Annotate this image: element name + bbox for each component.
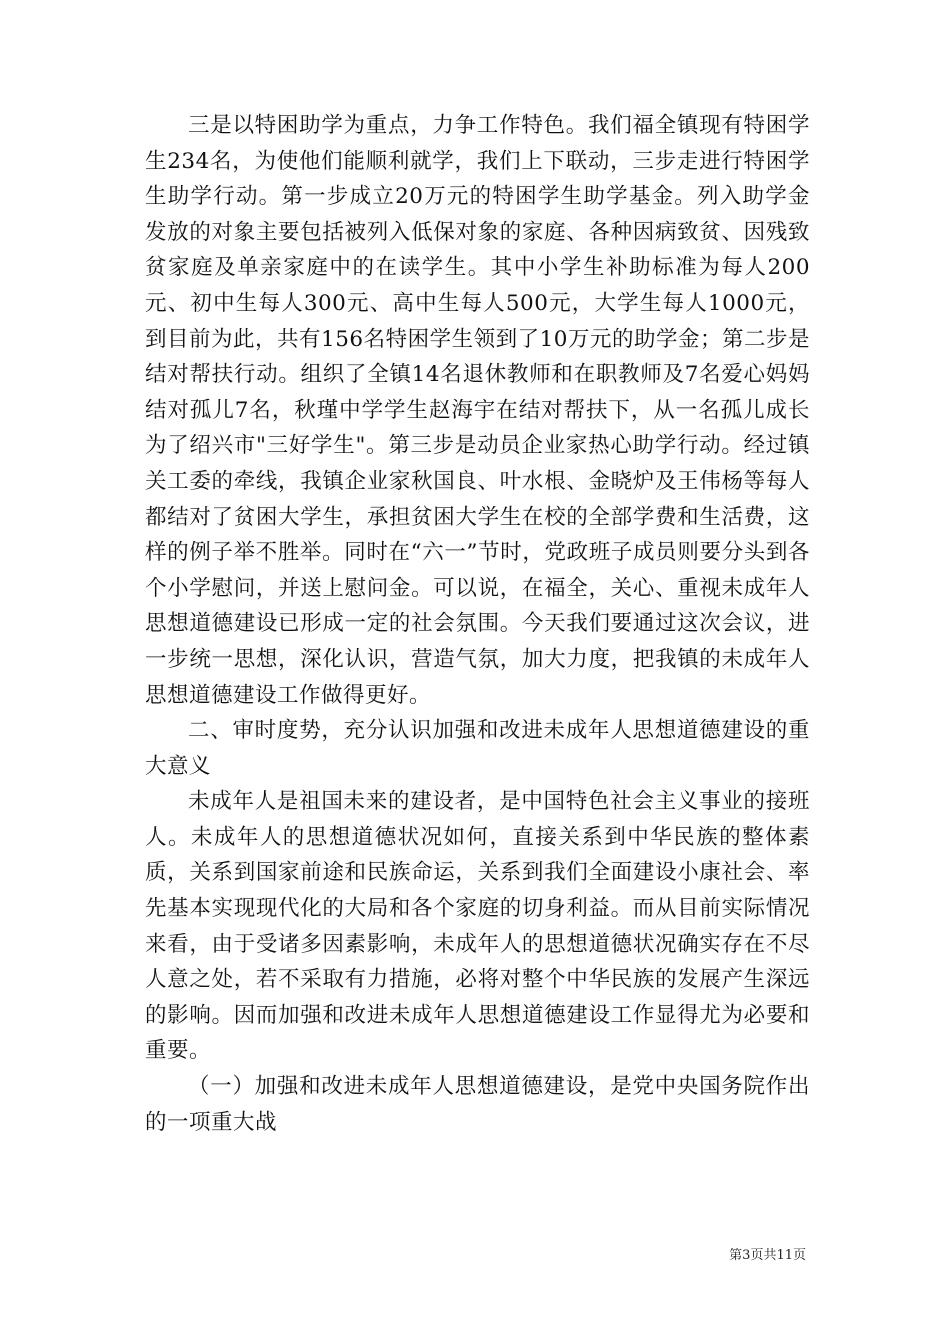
page-number: 第3页共11页 [729,1248,806,1263]
section-heading: 二、审时度势，充分认识加强和改进未成年人思想道德建设的重大意义 [145,718,810,779]
paragraph-subsection-one: （一）加强和改进未成年人思想道德建设，是党中央国务院作出的一项重大战 [145,1074,810,1135]
paragraph-student-aid: 三是以特困助学为重点，力争工作特色。我们福全镇现有特困学生234名，为使他们能顺利就学，我们上下联动，三步走进行特困学生助学行动。第一步成立20万元的特困学生助学基金。列入助学金发放的对象主要包括被列入低保对象的家庭、各种因病致贫、因残致贫家庭及单亲家庭中的在读学生。其中小学生补助标准为每人200元、初中生每人300元、高中生每人500元，大学生每人1000元，到目前为此，共有156名特困学生领到了10万元的助学金；第二步是结对帮扶行动。组织了全镇14名退休教师和在职教师及7名爱心妈妈结对孤儿7名，秋瑾中学学生赵海宇在结对帮扶下，从一名孤儿成长为了绍兴市"三好学生"。第三步是动员企业家热心助学行动。经过镇关工委的牵线，我镇企业家秋国良、叶水根、金晓炉及王伟杨等每人都结对了贫困大学生，承担贫困大学生在校的全部学费和生活费，这样的例子举不胜举。同时在“六一”节时，党政班子成员则要分头到各个小学慰问，并送上慰问金。可以说，在福全，关心、重视未成年人思想道德建设已形成一定的社会氛围。今天我们要通过这次会议，进一步统一思想，深化认识，营造气氛，加大力度，把我镇的未成年人思想道德建设工作做得更好。 [145,113,810,708]
paragraph-significance: 未成年人是祖国未来的建设者，是中国特色社会主义事业的接班人。未成年人的思想道德状况如何，直接关系到中华民族的整体素质，关系到国家前途和民族命运，关系到我们全面建设小康社会、率先基本实现现代化的大局和各个家庭的切身利益。而从目前实际情况来看，由于受诸多因素影响，未成年人的思想道德状况确实存在不尽人意之处，若不采取有力措施，必将对整个中华民族的发展产生深远的影响。因而加强和改进未成年人思想道德建设工作显得尤为必要和重要。 [145,789,810,1064]
document-body [145,108,810,1140]
